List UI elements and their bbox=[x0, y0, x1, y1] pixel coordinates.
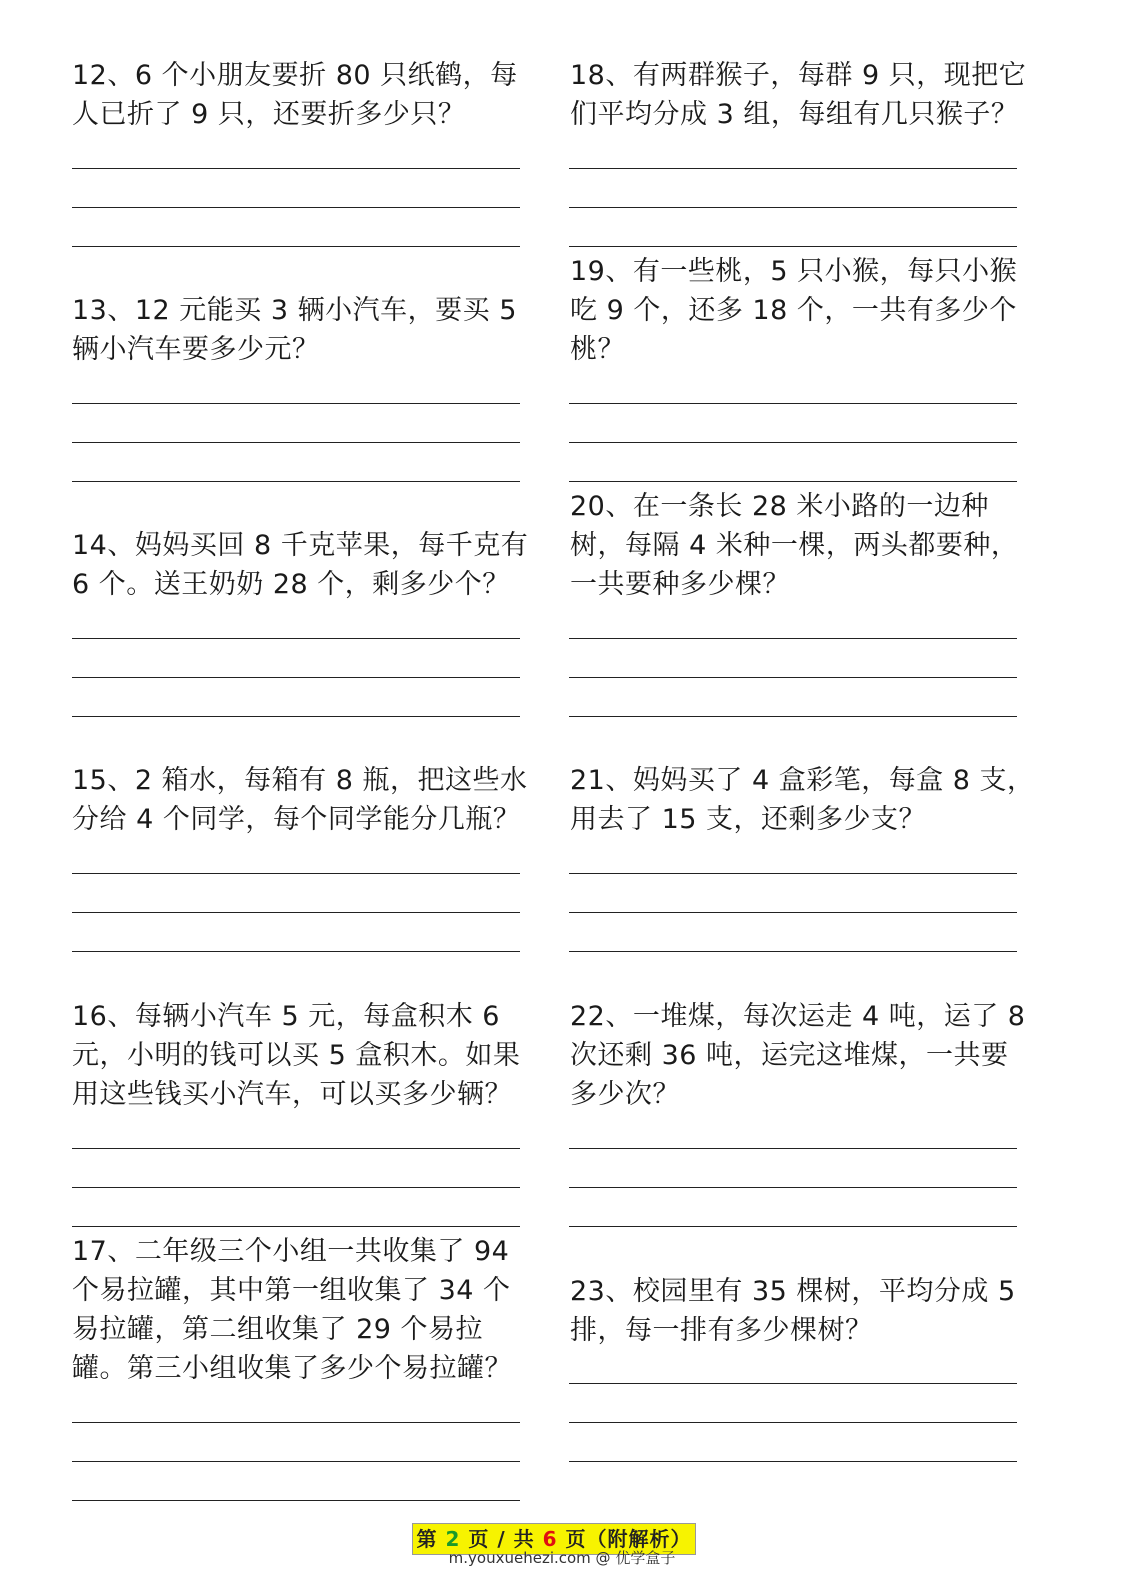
problem-text: 16、每辆小汽车 5 元，每盒积木 6 元，小明的钱可以买 5 盒积木。如果 用这些钱买小汽车，可以买多少辆？ bbox=[72, 1001, 521, 1110]
answer-line[interactable] bbox=[72, 951, 520, 952]
problem-12 bbox=[72, 56, 518, 134]
total-pages: 6 bbox=[542, 1527, 558, 1551]
answer-line[interactable] bbox=[72, 1187, 520, 1188]
answer-line[interactable] bbox=[72, 1461, 520, 1462]
answer-line[interactable] bbox=[569, 873, 1017, 874]
problem-22 bbox=[570, 997, 1025, 1114]
answer-line[interactable] bbox=[72, 442, 520, 443]
problem-text: 18、有两群猴子，每群 9 只，现把它 们平均分成 3 组，每组有几只猴子？ bbox=[570, 60, 1027, 130]
problem-text: 21、妈妈买了 4 盒彩笔，每盒 8 支， 用去了 15 支，还剩多少支？ bbox=[570, 765, 1035, 835]
problem-19 bbox=[570, 252, 1017, 369]
answer-line[interactable] bbox=[569, 1148, 1017, 1149]
answer-line[interactable] bbox=[72, 207, 520, 208]
answer-line[interactable] bbox=[569, 951, 1017, 952]
problem-20 bbox=[570, 487, 1018, 604]
problem-17 bbox=[72, 1232, 512, 1388]
answer-line[interactable] bbox=[569, 481, 1017, 482]
problem-text: 13、12 元能买 3 辆小汽车，要买 5 辆小汽车要多少元？ bbox=[72, 295, 517, 365]
answer-line[interactable] bbox=[72, 716, 520, 717]
answer-line[interactable] bbox=[569, 168, 1017, 169]
problem-text: 19、有一些桃，5 只小猴，每只小猴 吃 9 个，还多 18 个，一共有多少个 桃？ bbox=[570, 256, 1018, 365]
problem-21 bbox=[570, 761, 1035, 839]
answer-line[interactable] bbox=[72, 638, 520, 639]
answer-line[interactable] bbox=[569, 1461, 1017, 1462]
answer-line[interactable] bbox=[569, 638, 1017, 639]
answer-line[interactable] bbox=[569, 442, 1017, 443]
problem-text: 17、二年级三个小组一共收集了 94 个易拉罐，其中第一组收集了 34 个 易拉罐，第二组收集了 29 个易拉 罐。第三小组收集了多少个易拉罐？ bbox=[72, 1236, 512, 1384]
answer-line[interactable] bbox=[569, 716, 1017, 717]
answer-line[interactable] bbox=[72, 1422, 520, 1423]
answer-line[interactable] bbox=[72, 873, 520, 874]
problem-15 bbox=[72, 761, 527, 839]
problem-14 bbox=[72, 526, 528, 604]
answer-line[interactable] bbox=[72, 677, 520, 678]
answer-line[interactable] bbox=[569, 207, 1017, 208]
answer-line[interactable] bbox=[569, 246, 1017, 247]
answer-line[interactable] bbox=[72, 481, 520, 482]
problem-13 bbox=[72, 291, 517, 369]
answer-line[interactable] bbox=[72, 1226, 520, 1227]
answer-line[interactable] bbox=[72, 1148, 520, 1149]
answer-line[interactable] bbox=[569, 677, 1017, 678]
answer-line[interactable] bbox=[72, 403, 520, 404]
problem-16 bbox=[72, 997, 520, 1114]
answer-line[interactable] bbox=[569, 1187, 1017, 1188]
current-page: 2 bbox=[445, 1527, 461, 1551]
problem-text: 20、在一条长 28 米小路的一边种 树，每隔 4 米种一棵，两头都要种， 一共要种多少棵？ bbox=[570, 491, 1019, 600]
problem-text: 12、6 个小朋友要折 80 只纸鹤，每 人已折了 9 只，还要折多少只？ bbox=[72, 60, 518, 130]
problem-text: 23、校园里有 35 棵树，平均分成 5 排，每一排有多少棵树？ bbox=[570, 1276, 1016, 1346]
problem-18 bbox=[570, 56, 1026, 134]
answer-line[interactable] bbox=[569, 403, 1017, 404]
answer-line[interactable] bbox=[72, 246, 520, 247]
problem-text: 15、2 箱水，每箱有 8 瓶，把这些水 分给 4 个同学，每个同学能分几瓶？ bbox=[72, 765, 528, 835]
answer-line[interactable] bbox=[569, 1383, 1017, 1384]
page-number-badge: 第 2 页 / 共 6 页（附解析） bbox=[412, 1523, 696, 1555]
site-watermark: m.youxuehezi.com @ 优学盒子 bbox=[448, 1549, 676, 1567]
problem-text: 14、妈妈买回 8 千克苹果，每千克有 6 个。送王奶奶 28 个，剩多少个？ bbox=[72, 530, 529, 600]
answer-line[interactable] bbox=[569, 1226, 1017, 1227]
problem-23 bbox=[570, 1272, 1016, 1350]
answer-line[interactable] bbox=[569, 1422, 1017, 1423]
problem-text: 22、一堆煤，每次运走 4 吨，运了 8 次还剩 36 吨，运完这堆煤，一共要 多少次？ bbox=[570, 1001, 1026, 1110]
answer-line[interactable] bbox=[72, 912, 520, 913]
answer-line[interactable] bbox=[72, 168, 520, 169]
answer-line[interactable] bbox=[72, 1500, 520, 1501]
answer-line[interactable] bbox=[569, 912, 1017, 913]
